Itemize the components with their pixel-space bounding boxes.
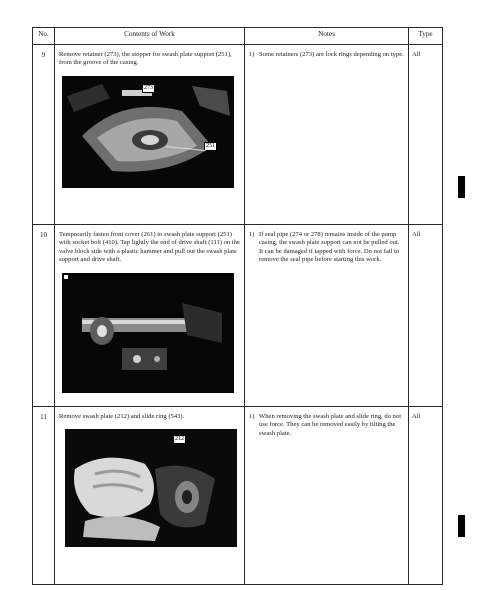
margin-thumb-mark <box>458 515 465 537</box>
note-text: When removing the swash plate and slide ring, do not use force. They can be removed easily by tilting the swash plate. <box>259 413 402 437</box>
work-cell <box>55 407 245 585</box>
table-header-row <box>33 28 443 45</box>
work-cell <box>55 225 245 407</box>
callout-212: 212 <box>175 436 184 443</box>
work-text: Remove swash plate (212) and slide ring (543). <box>59 413 185 420</box>
type-cell: All <box>409 45 443 225</box>
header-no: No. <box>33 28 55 45</box>
type-cell: All <box>409 407 443 585</box>
callout-273: 273 <box>144 84 153 91</box>
notes-cell <box>245 45 409 225</box>
work-text: Remove retainer (273), the stopper for swash plate support (251), from the groove of the casing. <box>59 51 232 67</box>
header-notes: Notes <box>245 28 409 45</box>
photo-swash-plate-support <box>62 76 234 188</box>
callout-251: 251 <box>206 142 215 149</box>
work-procedure-table <box>32 27 443 585</box>
step-number: 11 <box>33 407 55 585</box>
table-row <box>33 407 443 585</box>
work-text: Temporarily fasten front cover (261) to swash plate support (251) with socket bolt (410). Tap lightly the end of drive shaft (111) on the valve block side with a plastic hammer and pull out the swash plate support and drive shaft. <box>59 231 240 264</box>
note-number: 1) <box>249 231 255 238</box>
header-type: Type <box>409 28 443 45</box>
notes-cell <box>245 407 409 585</box>
type-cell: All <box>409 225 443 407</box>
note-text: Some retainers (273) are lock rings depending on type. <box>259 51 404 58</box>
step-number: 9 <box>33 45 55 225</box>
photo-image <box>62 273 234 393</box>
step-number: 10 <box>33 225 55 407</box>
table-row <box>33 225 443 407</box>
margin-thumb-mark <box>458 176 465 198</box>
photo-drive-shaft <box>62 273 234 393</box>
photo-swash-plate-removal <box>65 429 237 547</box>
header-contents-of-work: Contents of Work <box>55 28 245 45</box>
note-text: If seal pipe (274 or 278) remains inside of the pump casing, the swash plate support can not be pulled out. It can be damaged if tapped with force. Do not fail to remove the seal pipe before starting this work. <box>259 231 400 264</box>
photo-image <box>65 429 237 547</box>
notes-cell <box>245 225 409 407</box>
note-number: 1) <box>249 413 255 420</box>
work-cell <box>55 45 245 225</box>
table-row <box>33 45 443 225</box>
note-number: 1) <box>249 51 255 58</box>
